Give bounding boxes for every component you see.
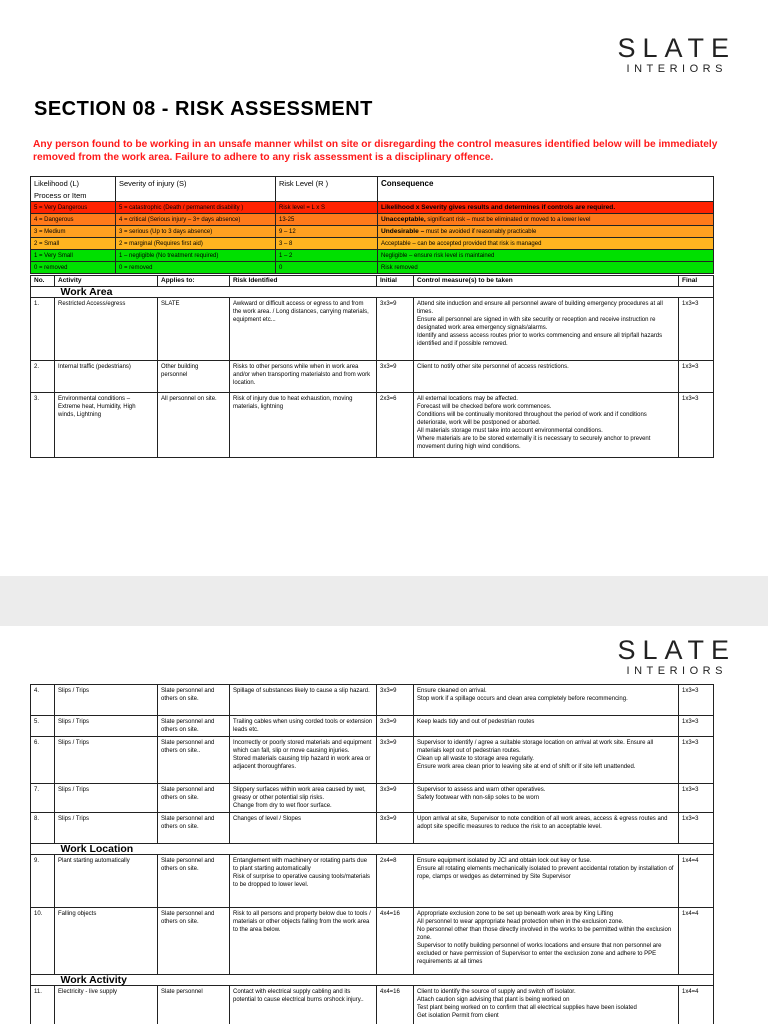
- section-row-work-location: [31, 844, 714, 855]
- row-final-risk: 1x3=3: [679, 298, 714, 361]
- row-activity: Slips / Trips: [55, 685, 158, 716]
- row-control-measures: Appropriate exclusion zone to be set up beneath work area by King Lifting All personnel to wear appropriate head protection when in the exclusion zone. No personnel other than those directly involved in the works to be permitted within the exclusion zone. Supervisor to notify building personnel of works locations and ensure that non personnel are excluded or have permission of Supervisor to enter the exclusion zone and adhere to PPE requirements at all times: [414, 908, 679, 975]
- legend-consequence: [378, 202, 714, 214]
- row-final-risk: 1x3=3: [679, 737, 714, 784]
- row-activity: Slips / Trips: [55, 716, 158, 737]
- row-final-risk: 1x4=4: [679, 908, 714, 975]
- row-control-measures: Client to identify the source of supply and switch off isolator. Attach caution sign advising that plant is being worked on Test plant being worked on to confirm that all electrical supplies have been isolated Get isolation Permit from client: [414, 986, 679, 1024]
- legend-likelihood: 0 = removed: [31, 262, 116, 274]
- col-activity: Activity: [55, 276, 158, 287]
- row-control-measures: Supervisor to assess and warn other operatives. Safety footwear with non-slip soles to be worn: [414, 784, 679, 813]
- row-control-measures: Ensure equipment isolated by JCI and obtain lock out key or fuse. Ensure all rotating elements mechanically isolated to prevent accidental rotation by installation of rope, clamps or wedges as determined by Site Supervisor: [414, 855, 679, 908]
- page-title: SECTION 08 - RISK ASSESSMENT: [34, 98, 373, 120]
- legend-consequence: [378, 250, 714, 262]
- table-row: [31, 393, 714, 458]
- row-applies-to: Slate personnel and others on site.: [158, 855, 230, 908]
- row-number: 9.: [31, 855, 55, 908]
- legend-consequence-bold: Undesirable –: [381, 227, 425, 235]
- legend-severity: 3 = serious (Up to 3 days absence): [116, 226, 276, 238]
- row-risk-identified: Risk to all persons and property below due to tools / materials or other objects falling from the work area to the area below.: [230, 908, 377, 975]
- row-initial-risk: 4x4=16: [377, 908, 414, 975]
- row-activity: Plant starting automatically: [55, 855, 158, 908]
- row-number: 6.: [31, 737, 55, 784]
- legend-row: [31, 250, 714, 262]
- row-final-risk: 1x3=3: [679, 361, 714, 393]
- legend-likelihood: 3 = Medium: [31, 226, 116, 238]
- row-final-risk: 1x3=3: [679, 685, 714, 716]
- row-control-measures: All external locations may be affected. Forecast will be checked before work commences. Conditions will be continually monitored throughout the period of work and if conditions deteriorate, work will be postponed or aborted. All materials storage must take into account environmental conditions. Where materials are to be stored externally it is necessary to securely anchor to prevent movement during high wind conditions.: [414, 393, 679, 458]
- row-control-measures: Ensure cleaned on arrival. Stop work if a spillage occurs and clean area completely before recommencing.: [414, 685, 679, 716]
- legend-row: [31, 226, 714, 238]
- column-header-row: [31, 276, 714, 287]
- row-risk-identified: Contact with electrical supply cabling and its potential to cause electrical burns orshock injury..: [230, 986, 377, 1024]
- table-row: [31, 908, 714, 975]
- row-number: 2.: [31, 361, 55, 393]
- row-number: 11.: [31, 986, 55, 1024]
- row-initial-risk: 3x3=9: [377, 685, 414, 716]
- legend-row: [31, 202, 714, 214]
- col-initial: Initial: [377, 276, 414, 287]
- table-row: [31, 784, 714, 813]
- row-risk-identified: Incorrectly or poorly stored materials and equipment which can fall, slip or move causing injuries. Stored materials causing trip hazard in work area or adjacent thoroughfares.: [230, 737, 377, 784]
- table-row: [31, 986, 714, 1024]
- row-risk-identified: Risk of injury due to heat exhaustion, moving materials, lightning: [230, 393, 377, 458]
- row-initial-risk: 3x3=9: [377, 813, 414, 844]
- legend-row: [31, 238, 714, 250]
- row-applies-to: All personnel on site.: [158, 393, 230, 458]
- row-activity: Environmental conditions – Extreme heat, Humidity, High winds, Lightning: [55, 393, 158, 458]
- row-risk-identified: Trailing cables when using corded tools or extension leads etc.: [230, 716, 377, 737]
- legend-consequence-bold: Unacceptable,: [381, 215, 426, 223]
- section-gap-cell: [31, 844, 55, 855]
- risk-legend-rows: [30, 201, 714, 274]
- table-row: [31, 298, 714, 361]
- logo-brand-sub: INTERIORS: [626, 63, 727, 75]
- row-applies-to: Slate personnel and others on site.: [158, 908, 230, 975]
- row-risk-identified: Risks to other persons while when in work area and/or when transporting materialsto and from work location.: [230, 361, 377, 393]
- row-final-risk: 1x3=3: [679, 716, 714, 737]
- section-row-work-activity: [31, 975, 714, 986]
- row-number: 1.: [31, 298, 55, 361]
- legend-severity: 5 = catastrophic (Death / permanent disability ): [116, 202, 276, 214]
- legend-risk-level: 3 – 8: [276, 238, 378, 250]
- legend-risk-level: Risk level = L x S: [276, 202, 378, 214]
- row-final-risk: 1x3=3: [679, 393, 714, 458]
- legend-likelihood: 2 = Small: [31, 238, 116, 250]
- row-activity: Slips / Trips: [55, 737, 158, 784]
- row-number: 4.: [31, 685, 55, 716]
- row-applies-to: Slate personnel and others on site..: [158, 737, 230, 784]
- legend-risk-level: 0: [276, 262, 378, 274]
- row-applies-to: Slate personnel and others on site.: [158, 685, 230, 716]
- legend-header-likelihood: [31, 177, 116, 204]
- legend-severity: 2 = marginal (Requires first aid): [116, 238, 276, 250]
- legend-likelihood-label: Likelihood (L): [34, 179, 80, 188]
- table-row: [31, 361, 714, 393]
- row-risk-identified: Slippery surfaces within work area caused by wet, greasy or other potential slip risks. Change from dry to wet floor surface.: [230, 784, 377, 813]
- legend-header-severity: Severity of injury (S): [116, 177, 276, 204]
- row-initial-risk: 3x3=9: [377, 361, 414, 393]
- row-number: 10.: [31, 908, 55, 975]
- table-row: [31, 855, 714, 908]
- row-activity: Electricity - live supply: [55, 986, 158, 1024]
- row-control-measures: Supervisor to identify / agree a suitable storage location on arrival at work site. Ensure all materials kept out of pedestrian routes. Clean up all waste to storage area regularly. Ensure work area clean prior to leaving site at end of shift or if site left unattended.: [414, 737, 679, 784]
- legend-process-label: Process or Item: [34, 191, 87, 200]
- table-row: [31, 737, 714, 784]
- warning-text: Any person found to be working in an unsafe manner whilst on site or disregarding the control measures identified below will be immediately removed from the work area. Failure to adhere to any risk assessment is a disciplinary offence.: [33, 139, 718, 163]
- legend-header-consequence: Consequence: [378, 177, 714, 204]
- legend-consequence: [378, 226, 714, 238]
- row-initial-risk: 3x3=9: [377, 784, 414, 813]
- risk-table-page-1: [30, 275, 714, 458]
- section-heading-work-location: Work Location: [55, 844, 714, 855]
- col-no: No.: [31, 276, 55, 287]
- row-applies-to: Slate personnel and others on site.: [158, 716, 230, 737]
- legend-header-row: [31, 177, 714, 204]
- row-number: 3.: [31, 393, 55, 458]
- slate-interiors-logo: [617, 34, 736, 76]
- row-risk-identified: Spillage of substances likely to cause a slip hazard.: [230, 685, 377, 716]
- row-risk-identified: Entanglement with machinery or rotating parts due to plant starting automatically Risk of surprise to operative causing tools/materials to be dropped to lower level.: [230, 855, 377, 908]
- col-final: Final: [679, 276, 714, 287]
- col-risk: Risk Identified: [230, 276, 377, 287]
- row-applies-to: SLATE: [158, 298, 230, 361]
- logo-brand-name: SLATE: [617, 33, 736, 63]
- row-final-risk: 1x3=3: [679, 784, 714, 813]
- legend-consequence: [378, 214, 714, 226]
- legend-consequence-text: significant risk – must be eliminated or moved to a lower level: [425, 216, 591, 223]
- row-activity: Internal traffic (pedestrians): [55, 361, 158, 393]
- legend-risk-level: 9 – 12: [276, 226, 378, 238]
- section-heading-work-activity: Work Activity: [55, 975, 714, 986]
- row-control-measures: Client to notify other site personnel of access restrictions.: [414, 361, 679, 393]
- logo2-brand-name: SLATE: [617, 635, 736, 665]
- row-control-measures: Upon arrival at site, Supervisor to note condition of all work areas, access & egress routes and adopt site specific measures to reduce the risk to an acceptable level.: [414, 813, 679, 844]
- row-control-measures: Attend site induction and ensure all personnel aware of building emergency procedures at all times. Ensure all personnel are signed in with site security or reception and receive instruction re designated work area emergency signals/alarms. Identify and assess access routes prior to works commencing and ensure all trip/fall hazards identified and if possible removed.: [414, 298, 679, 361]
- legend-likelihood: 1 = Very Small: [31, 250, 116, 262]
- legend-consequence: [378, 238, 714, 250]
- legend-consequence-text: Acceptable – can be accepted provided that risk is managed: [381, 240, 542, 247]
- legend-risk-level: 1 – 2: [276, 250, 378, 262]
- col-control: Control measure(s) to be taken: [414, 276, 679, 287]
- row-risk-identified: Awkward or difficult access or egress to and from the work area. / Long distances, carrying materials, equipment etc...: [230, 298, 377, 361]
- section-gap-cell: [31, 975, 55, 986]
- document-page-2: [0, 626, 768, 1024]
- row-initial-risk: 2x4=8: [377, 855, 414, 908]
- row-applies-to: Slate personnel: [158, 986, 230, 1024]
- legend-severity: 1 – negligible (No treatment required): [116, 250, 276, 262]
- legend-consequence-text: Risk removed: [381, 264, 418, 271]
- table-row: [31, 813, 714, 844]
- row-activity: Falling objects: [55, 908, 158, 975]
- col-applies: Applies to:: [158, 276, 230, 287]
- row-number: 7.: [31, 784, 55, 813]
- legend-consequence-text: must be avoided if reasonably practicable: [424, 228, 537, 235]
- risk-legend-table: [30, 176, 714, 204]
- row-final-risk: 1x4=4: [679, 855, 714, 908]
- table-row: [31, 716, 714, 737]
- row-applies-to: Slate personnel and others on site.: [158, 813, 230, 844]
- legend-consequence-text: Negligible – ensure risk level is maintained: [381, 252, 495, 259]
- legend-row: [31, 214, 714, 226]
- table-row: [31, 685, 714, 716]
- row-number: 5.: [31, 716, 55, 737]
- row-control-measures: Keep leads tidy and out of pedestrian routes: [414, 716, 679, 737]
- row-final-risk: 1x4=4: [679, 986, 714, 1024]
- row-initial-risk: 3x3=9: [377, 298, 414, 361]
- row-initial-risk: 2x3=6: [377, 393, 414, 458]
- legend-row: [31, 262, 714, 274]
- row-activity: Slips / Trips: [55, 784, 158, 813]
- legend-consequence: [378, 262, 714, 274]
- slate-interiors-logo-2: [617, 636, 736, 678]
- row-final-risk: 1x3=3: [679, 813, 714, 844]
- risk-table-page-2: [30, 684, 714, 1024]
- row-applies-to: Other building personnel: [158, 361, 230, 393]
- row-initial-risk: 3x3=9: [377, 716, 414, 737]
- legend-header-risk: Risk Level (R ): [276, 177, 378, 204]
- row-applies-to: Slate personnel and others on site.: [158, 784, 230, 813]
- row-risk-identified: Changes of level / Slopes: [230, 813, 377, 844]
- row-initial-risk: 4x4=16: [377, 986, 414, 1024]
- logo2-brand-sub: INTERIORS: [626, 665, 727, 677]
- row-activity: Slips / Trips: [55, 813, 158, 844]
- legend-consequence-bold: Likelihood x Severity gives results and determines if controls are required.: [381, 203, 616, 211]
- row-activity: Restricted Access/egress: [55, 298, 158, 361]
- legend-likelihood: 5 = Very Dangerous: [31, 202, 116, 214]
- section-row-work-area: [31, 287, 714, 298]
- legend-severity: 4 = critical (Serious injury – 3+ days absence): [116, 214, 276, 226]
- row-initial-risk: 3x3=9: [377, 737, 414, 784]
- legend-risk-level: 13-25: [276, 214, 378, 226]
- section-heading-work-area: Work Area: [55, 287, 714, 298]
- legend-severity: 0 = removed: [116, 262, 276, 274]
- row-number: 8.: [31, 813, 55, 844]
- legend-likelihood: 4 = Dangerous: [31, 214, 116, 226]
